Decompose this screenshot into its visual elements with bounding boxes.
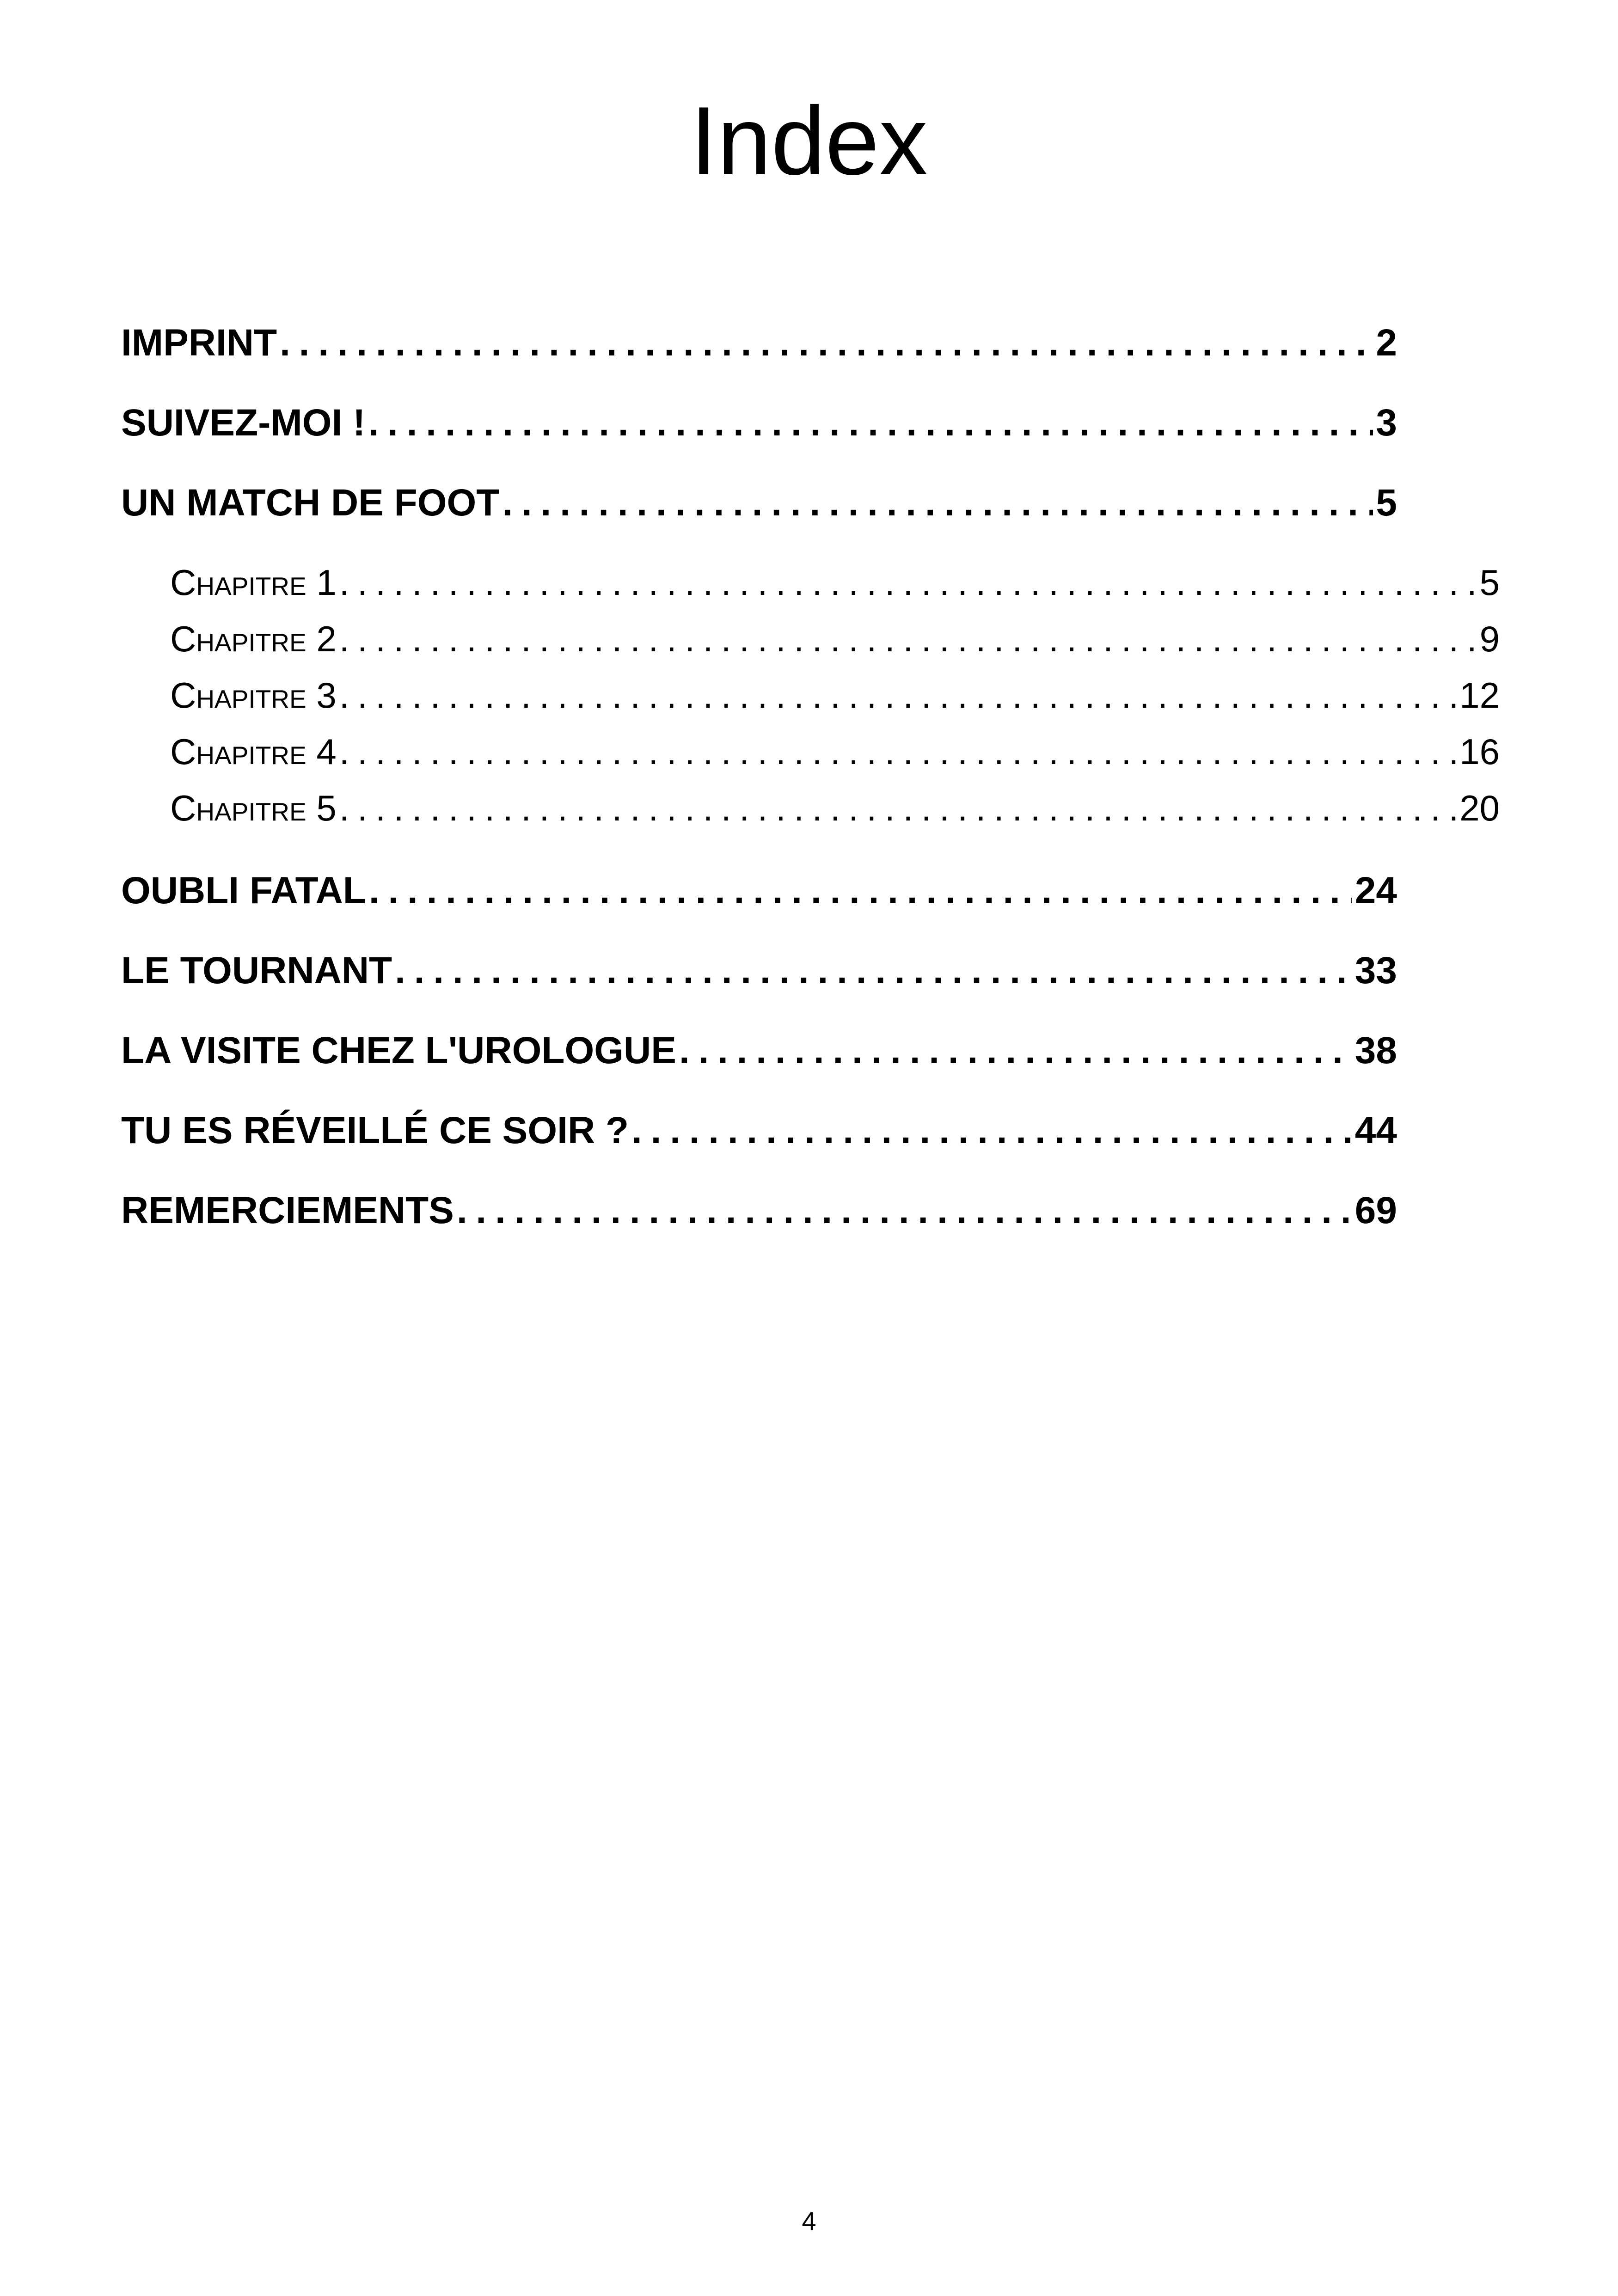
dot-leader — [339, 557, 1477, 608]
toc-entry-page: 16 — [1459, 731, 1500, 772]
toc-entry-page: 5 — [1376, 482, 1397, 524]
dot-leader — [280, 315, 1373, 371]
dot-leader — [339, 783, 1457, 833]
toc-entry-chapitre-4[interactable] — [170, 726, 1500, 777]
toc-entry-title: TU ES RÉVEILLÉ CE SOIR ? — [121, 1109, 629, 1151]
toc-entry-title: Chapitre 4 — [170, 731, 337, 772]
page-title: Index — [690, 86, 928, 195]
page-number: 4 — [802, 2206, 816, 2235]
toc-entry-page: 24 — [1354, 869, 1397, 912]
toc-entry-title: SUIVEZ-MOI ! — [121, 402, 366, 444]
toc-entry-suivez-moi[interactable] — [121, 395, 1397, 451]
toc-entry-imprint[interactable] — [121, 315, 1397, 371]
dot-leader — [339, 670, 1457, 721]
toc-entry-title: Chapitre 5 — [170, 788, 337, 828]
toc-entry-chapitre-1[interactable] — [170, 557, 1500, 608]
toc-entry-title: LE TOURNANT — [121, 949, 392, 992]
toc-entry-page: 12 — [1459, 675, 1500, 716]
toc-entry-page: 5 — [1479, 562, 1500, 603]
toc-entry-title: REMERCIEMENTS — [121, 1189, 454, 1231]
dot-leader — [631, 1103, 1352, 1158]
toc-entry-page: 33 — [1354, 949, 1397, 992]
toc-entry-title: IMPRINT — [121, 322, 277, 364]
toc-entry-chapitre-3[interactable] — [170, 670, 1500, 721]
toc-entry-page: 38 — [1354, 1029, 1397, 1071]
toc-entry-remerciements[interactable] — [121, 1183, 1397, 1238]
toc-entry-title: LA VISITE CHEZ L'UROLOGUE — [121, 1029, 676, 1071]
dot-leader — [395, 943, 1352, 998]
dot-leader — [339, 613, 1477, 664]
toc-entry-title: Chapitre 3 — [170, 675, 337, 716]
dot-leader — [679, 1023, 1352, 1078]
dot-leader — [368, 395, 1373, 451]
toc-entry-page: 2 — [1376, 322, 1397, 364]
toc-entry-chapitre-2[interactable] — [170, 613, 1500, 664]
toc-entry-page: 69 — [1354, 1189, 1397, 1231]
dot-leader — [502, 475, 1373, 531]
toc-entry-page: 20 — [1459, 788, 1500, 828]
toc-entry-le-tournant[interactable] — [121, 943, 1397, 998]
toc-entry-la-visite-chez-lurologue[interactable] — [121, 1023, 1397, 1078]
dot-leader — [457, 1183, 1352, 1238]
dot-leader — [369, 863, 1352, 918]
toc-entry-oubli-fatal[interactable] — [121, 863, 1397, 918]
toc-entry-chapitre-5[interactable] — [170, 783, 1500, 833]
toc-entry-page: 3 — [1376, 402, 1397, 444]
toc-entry-tu-es-reveille-ce-soir[interactable] — [121, 1103, 1397, 1158]
toc-entry-un-match-de-foot[interactable] — [121, 475, 1397, 531]
toc-entry-page: 9 — [1479, 618, 1500, 659]
dot-leader — [339, 726, 1457, 777]
toc-entry-title: Chapitre 1 — [170, 562, 337, 603]
toc-entry-page: 44 — [1354, 1109, 1397, 1151]
toc-entry-title: Chapitre 2 — [170, 618, 337, 659]
toc-entry-title: OUBLI FATAL — [121, 869, 366, 912]
toc-entry-title: UN MATCH DE FOOT — [121, 482, 500, 524]
